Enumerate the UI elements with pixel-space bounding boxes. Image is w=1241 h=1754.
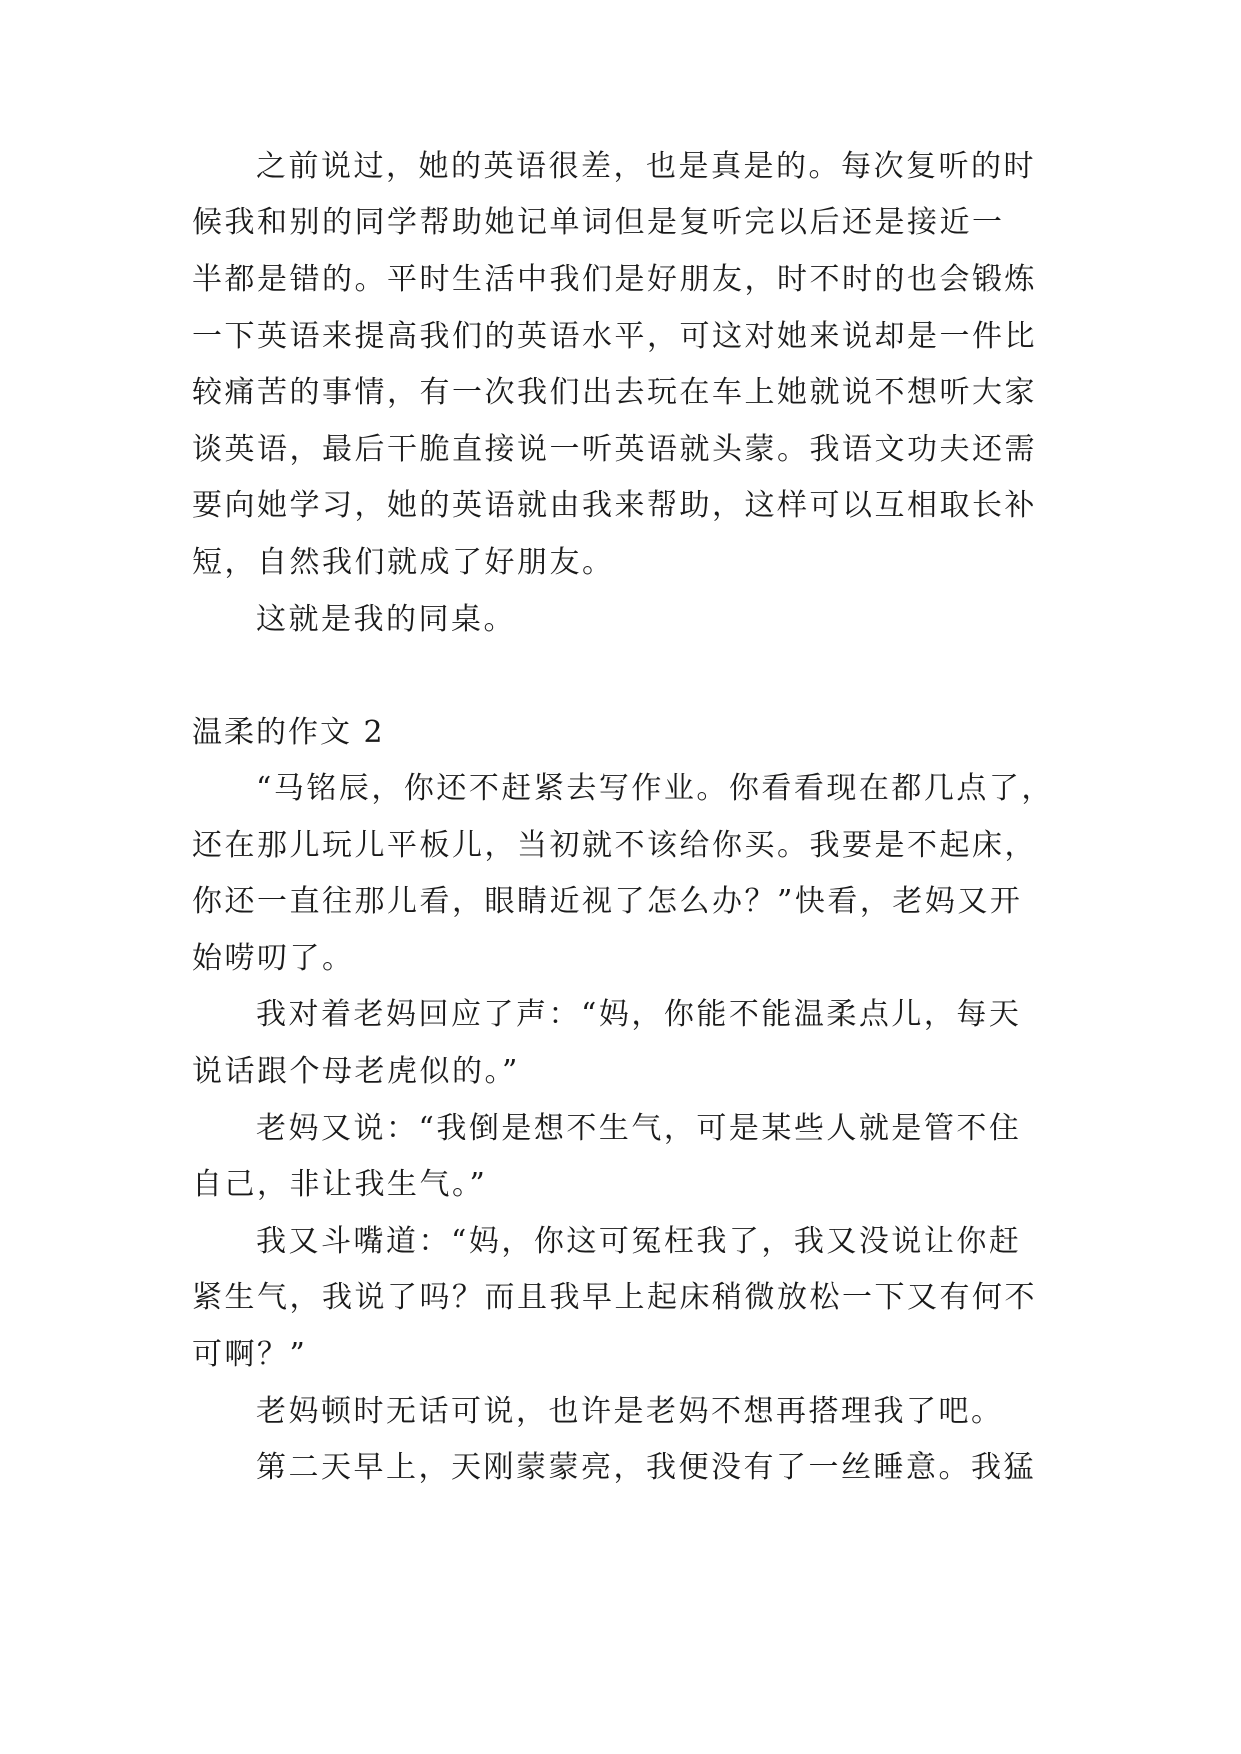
paragraph-line: 我又斗嘴道：“妈，你这可冤枉我了，我又没说让你赶 [256,1224,1022,1259]
paragraph-line: 一下英语来提高我们的英语水平，可这对她来说却是一件比 [192,319,1037,354]
paragraph-line: 老妈顿时无话可说，也许是老妈不想再搭理我了吧。 [256,1394,1004,1429]
paragraph-line: 要向她学习，她的英语就由我来帮助，这样可以互相取长补 [192,488,1037,523]
paragraph-line: “马铭辰，你还不赶紧去写作业。你看看现在都几点了， [256,771,1054,806]
paragraph-line: 这就是我的同桌。 [256,602,516,637]
paragraph-line: 可啊？” [192,1337,308,1372]
section-heading: 温柔的作文 2 [192,715,385,750]
paragraph-line: 始唠叨了。 [192,941,355,976]
paragraph-line: 候我和别的同学帮助她记单词但是复听完以后还是接近一 [192,205,1005,240]
paragraph-line: 较痛苦的事情，有一次我们出去玩在车上她就说不想听大家 [192,375,1037,410]
paragraph-line: 半都是错的。平时生活中我们是好朋友，时不时的也会锻炼 [192,262,1037,297]
paragraph-line: 自己，非让我生气。” [192,1167,488,1202]
paragraph-line: 还在那儿玩儿平板儿，当初就不该给你买。我要是不起床， [192,828,1037,863]
paragraph-line: 短，自然我们就成了好朋友。 [192,545,615,580]
paragraph-line: 你还一直往那儿看，眼睛近视了怎么办？”快看，老妈又开 [192,884,1023,919]
paragraph-line: 第二天早上，天刚蒙蒙亮，我便没有了一丝睡意。我猛 [256,1450,1036,1485]
paragraph-line: 紧生气，我说了吗？而且我早上起床稍微放松一下又有何不 [192,1280,1037,1315]
paragraph-line: 说话跟个母老虎似的。” [192,1054,520,1089]
paragraph-line: 我对着老妈回应了声：“妈，你能不能温柔点儿，每天 [256,997,1022,1032]
paragraph-line: 之前说过，她的英语很差，也是真是的。每次复听的时 [256,149,1036,184]
paragraph-line: 老妈又说：“我倒是想不生气，可是某些人就是管不住 [256,1111,1022,1146]
paragraph-line: 谈英语，最后干脆直接说一听英语就头蒙。我语文功夫还需 [192,432,1037,467]
